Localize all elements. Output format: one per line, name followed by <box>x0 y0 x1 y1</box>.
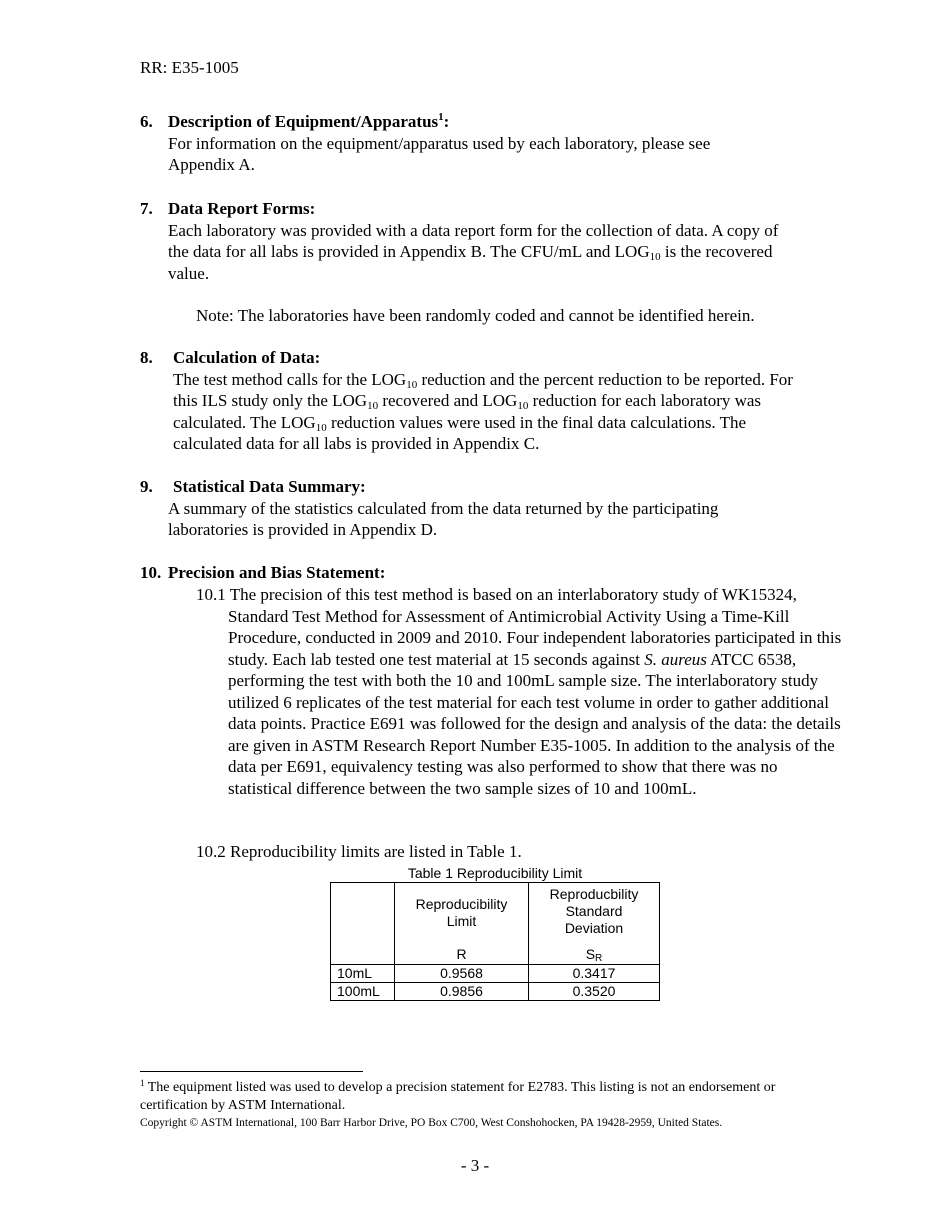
symbol-subscript: R <box>595 953 603 964</box>
symbol-letter: S <box>585 946 596 962</box>
body-text: Each laboratory was provided with a data report form for the collection of data. A copy of the data for all labs is provided in Appendix B. The CFU/mL and LOG <box>168 220 779 261</box>
section-7-note: Note: The laboratories have been randomly coded and cannot be identified herein. <box>196 306 755 325</box>
document-header: RR: E35-1005 <box>140 58 239 77</box>
section-title: Data Report Forms: <box>168 199 316 218</box>
table-header-sr <box>529 883 660 965</box>
section-8 <box>140 347 830 455</box>
section-10-heading <box>140 562 830 584</box>
cell-sr: 0.3520 <box>529 983 660 1001</box>
body-text: reduction for each laboratory was calculated. The LOG <box>173 391 762 432</box>
cell-r: 0.9856 <box>395 983 529 1001</box>
section-number: 7. <box>140 199 153 218</box>
row-label: 100mL <box>331 983 395 1001</box>
section-title: Precision and Bias Statement: <box>168 563 386 582</box>
section-7-body <box>140 220 800 285</box>
column-symbol: R <box>456 946 467 962</box>
organism-name: S. aureus <box>644 649 707 669</box>
subscript: 10 <box>315 421 327 434</box>
footnote-separator <box>140 1071 363 1072</box>
reproducibility-table <box>330 882 660 1001</box>
subscript: 10 <box>367 400 379 412</box>
body-text: recovered and LOG <box>378 391 518 410</box>
section-number: 6. <box>140 112 153 131</box>
section-8-body <box>140 369 808 455</box>
cell-sr: 0.3417 <box>529 965 660 983</box>
body-text: is the recovered value. <box>168 242 773 283</box>
section-9-body: A summary of the statistics calculated from the data returned by the participating laboratories is provided in Appendix D. <box>168 498 719 539</box>
subscript: 10 <box>649 251 661 263</box>
table-row <box>331 983 660 1001</box>
section-7 <box>140 198 830 327</box>
cell-r: 0.9568 <box>395 965 529 983</box>
footnote <box>140 1079 820 1115</box>
row-label: 10mL <box>331 965 395 983</box>
section-title: Calculation of Data: <box>173 348 321 367</box>
body-text: 10.1 The precision of this test method is based on an interlaboratory study of WK15324, Standard Test Method for Assessment of Antimicrobial Activity Using a Time-Kill Procedure, conducted in 2009 and 2010. Four independent laboratories participated in this study. Each lab tested one test material at 15 seconds against <box>196 585 842 669</box>
section-title: Description of Equipment/Apparatus <box>168 112 439 131</box>
table-header-row <box>331 883 660 965</box>
section-number: 9. <box>140 477 153 496</box>
subscript: 10 <box>517 400 529 412</box>
table-row <box>331 965 660 983</box>
body-text: reduction and the percent reduction to be reported. For this ILS study only the LOG <box>173 369 793 410</box>
heading-colon: : <box>443 112 450 131</box>
section-number: 8. <box>140 348 153 367</box>
column-header: Reproducibility Limit <box>415 896 508 929</box>
section-7-heading <box>140 198 830 220</box>
table-header-r <box>395 883 529 965</box>
footnote-mark: 1 <box>140 1078 145 1088</box>
section-9 <box>140 476 830 541</box>
table-caption: Table 1 Reproducibility Limit <box>407 865 583 881</box>
section-number: 10. <box>140 563 162 582</box>
paragraph-10-2: 10.2 Reproducibility limits are listed in Table 1. <box>196 842 522 861</box>
table-header-empty <box>331 883 395 965</box>
section-9-heading <box>140 476 830 498</box>
section-8-heading <box>140 347 830 369</box>
footnote-reference[interactable]: 1 <box>438 111 444 123</box>
column-header: Reproducbility Standard Deviation <box>549 886 639 936</box>
section-title: Statistical Data Summary: <box>173 477 366 496</box>
body-text: ATCC 6538, performing the test with both the 10 and 100mL sample size. The interlaboratory study utilized 6 replicates of the test material for each test volume in order to gather additional data points. Practice E691 was followed for the design and analysis of the data: the details are given in ASTM Research Report Number E35-1005. In addition to the analysis of the data per E691, equivalency testing was also performed to show that there was no statistical difference between the two sample sizes of 10 and 100mL. <box>228 649 841 798</box>
section-6 <box>140 111 830 176</box>
copyright-notice: Copyright © ASTM International, 100 Barr Harbor Drive, PO Box C700, West Conshohocken, PA 19428-2959, United States. <box>140 1117 723 1129</box>
section-6-heading <box>140 111 830 133</box>
body-text: The test method calls for the LOG <box>173 369 407 389</box>
paragraph-10-1 <box>196 584 844 799</box>
section-6-body: For information on the equipment/apparatus used by each laboratory, please see Appendix A. <box>168 133 711 174</box>
column-symbol <box>529 946 659 963</box>
page-number: - 3 - <box>460 1156 490 1175</box>
subscript: 10 <box>406 378 418 391</box>
section-10 <box>140 562 830 584</box>
body-text: reduction values were used in the final data calculations. The calculated data for all labs is provided in Appendix C. <box>173 412 747 453</box>
footnote-text: The equipment listed was used to develop a precision statement for E2783. This listing is not an endorsement or certification by ASTM International. <box>140 1080 776 1113</box>
